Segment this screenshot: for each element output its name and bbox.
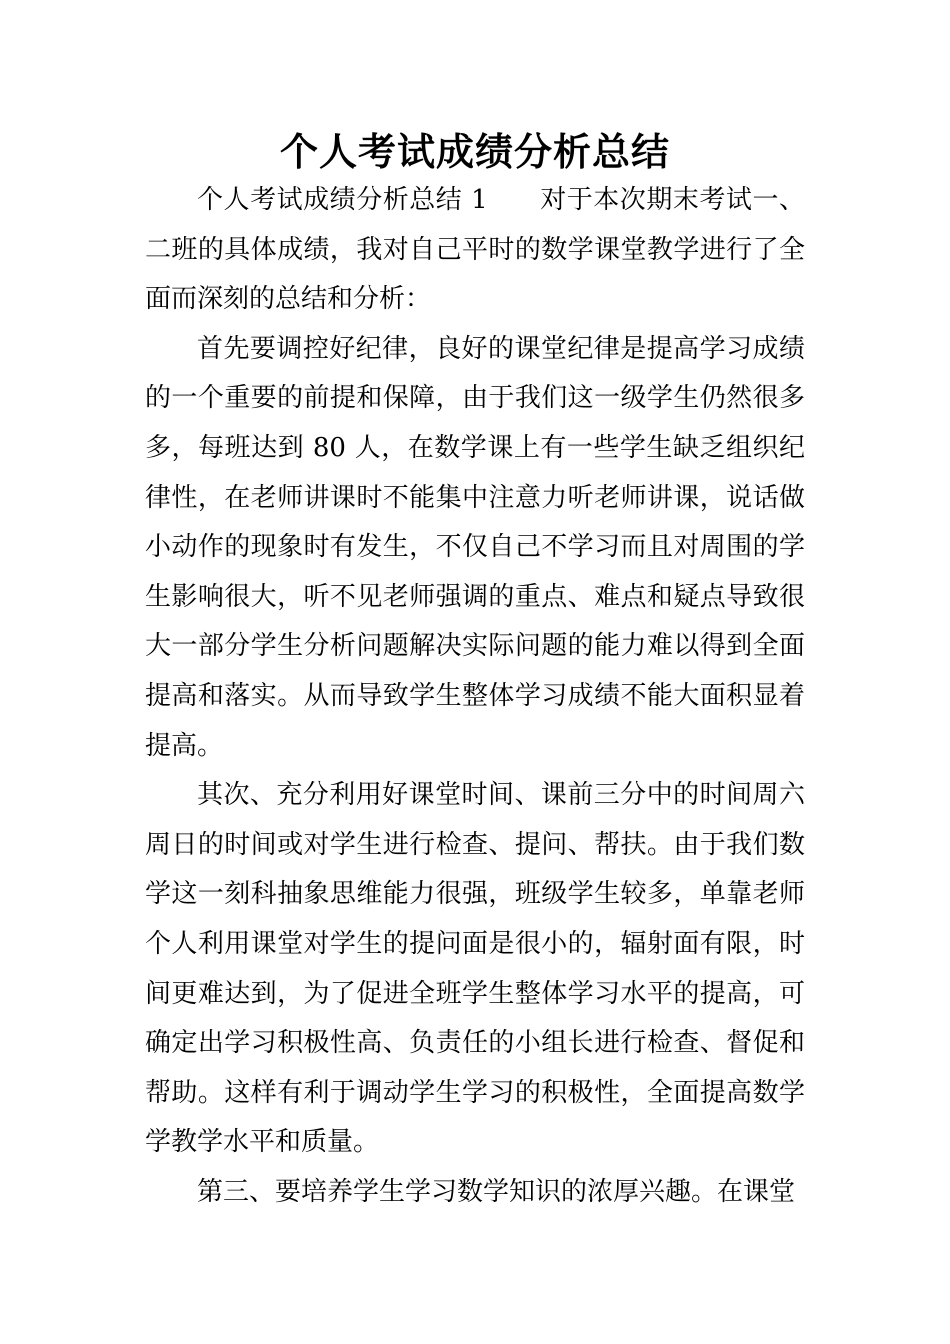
paragraph-2: 首先要调控好纪律，良好的课堂纪律是提高学习成绩的一个重要的前提和保障，由于我们这一级学生仍然很多多，每班达到 80 人，在数学课上有一些学生缺乏组织纪律性，在老师讲课时不能集中注意力听老师讲课，说话做小动作的现象时有发生，不仅自己不学习而且对周围的学生影响很大，听不见老师强调的重点、难点和疑点导致很大一部分学生分析问题解决实际问题的能力难以得到全面提高和落实。从而导致学生整体学习成绩不能大面积显着提高。 <box>145 333 805 761</box>
document-title: 个人考试成绩分析总结 <box>279 129 670 174</box>
paragraph-3: 其次、充分利用好课堂时间、课前三分中的时间周六周日的时间或对学生进行检查、提问、帮扶。由于我们数学这一刻科抽象思维能力很强，班级学生较多，单靠老师个人利用课堂对学生的提问面是很小的，辐射面有限，时间更难达到，为了促进全班学生整体学习水平的提高，可确定出学习积极性高、负责任的小组长进行检查、督促和帮助。这样有利于调动学生学习的积极性，全面提高数学学教学水平和质量。 <box>145 780 805 1158</box>
paragraph-4: 第三、要培养学生学习数学知识的浓厚兴趣。在课堂 <box>197 1176 796 1207</box>
document-body <box>145 176 805 1217</box>
paragraph-1-text: 对于本次期末考试一、二班的具体成绩，我对自己平时的数学课堂教学进行了全面而深刻的总结和分析： <box>145 185 805 315</box>
intro-heading: 个人考试成绩分析总结 1 <box>197 185 488 215</box>
paragraph-1 <box>145 176 805 325</box>
